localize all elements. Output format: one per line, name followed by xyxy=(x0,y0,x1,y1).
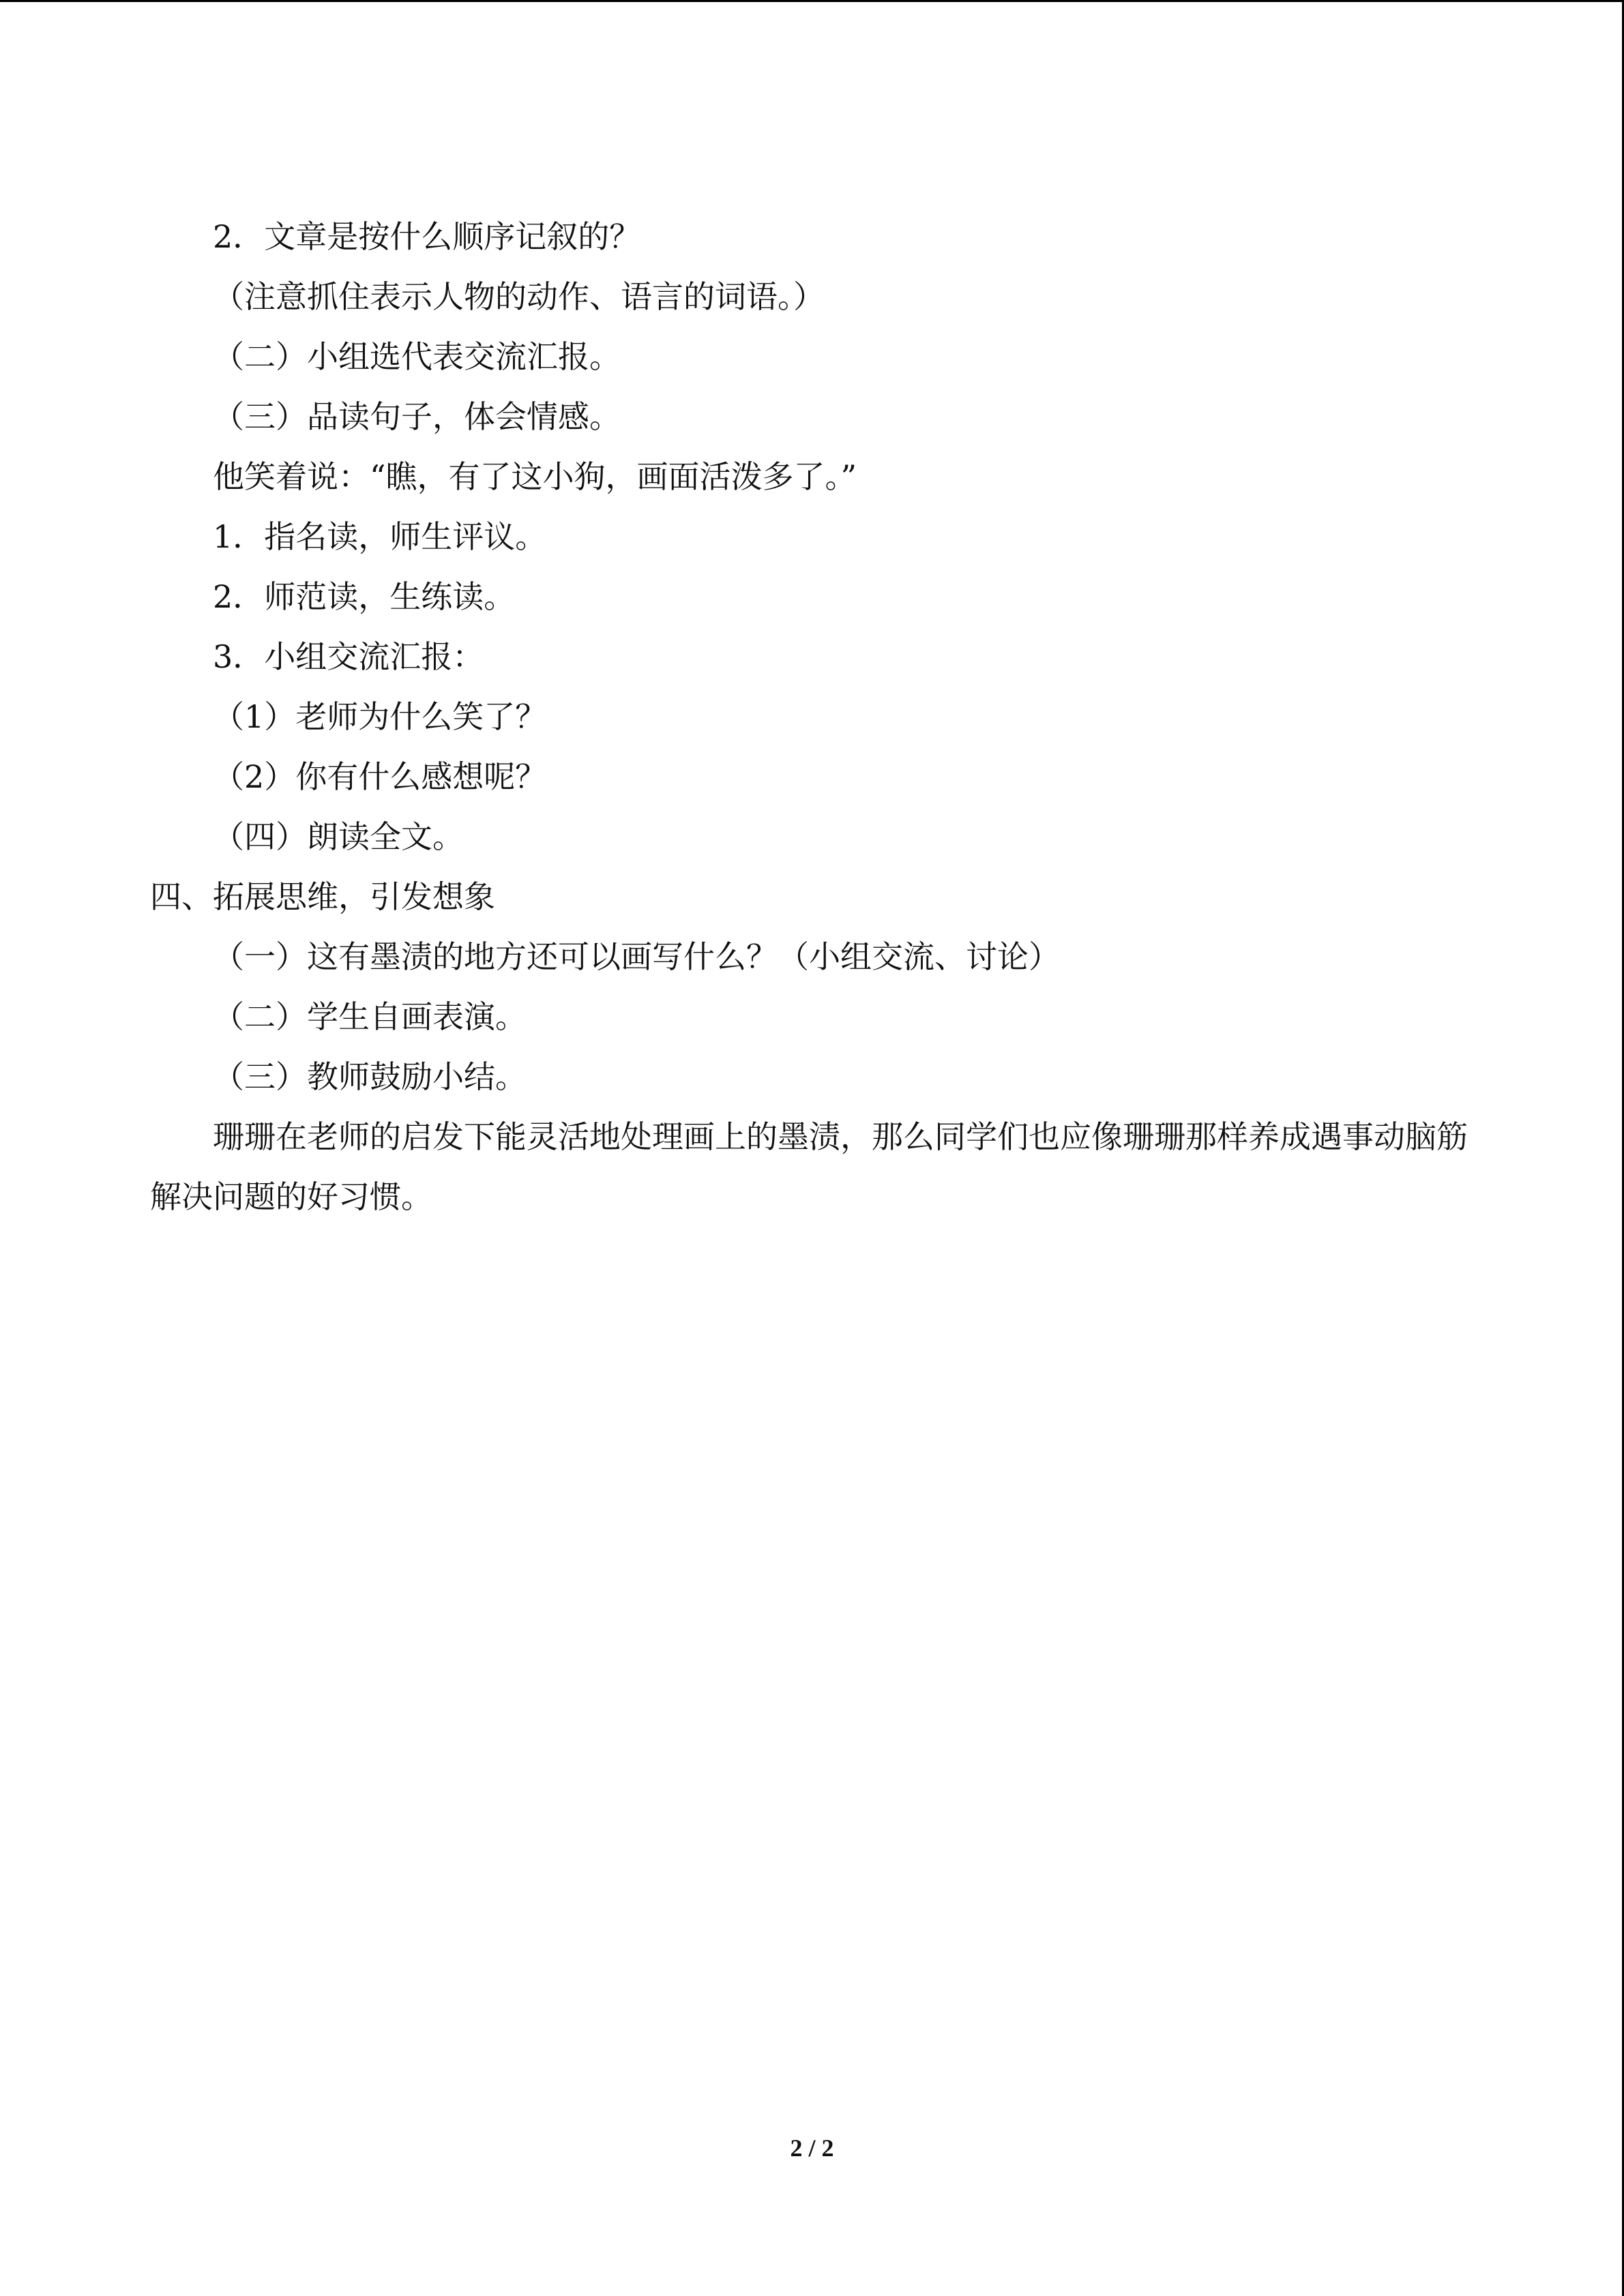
quote-line: 他笑着说：“瞧，有了这小狗，画面活泼多了。” xyxy=(213,458,857,495)
list-item: 2．文章是按什么顺序记叙的？ xyxy=(213,218,641,255)
page-number: 2 / 2 xyxy=(790,2134,834,2162)
list-item: （1）老师为什么笑了？ xyxy=(213,698,547,735)
list-item: （2）你有什么感想呢？ xyxy=(213,758,547,795)
list-item: （二）学生自画表演。 xyxy=(213,998,527,1035)
list-item: （四）朗读全文。 xyxy=(213,818,464,855)
list-item: （三）教师鼓励小结。 xyxy=(213,1058,527,1095)
closing-paragraph: 珊珊在老师的启发下能灵活地处理画上的墨渍，那么同学们也应像珊珊那样养成遇事动脑筋解决问题的好习惯。 xyxy=(150,1118,1468,1215)
list-item: 2．师范读，生练读。 xyxy=(213,578,516,615)
list-item: （二）小组选代表交流汇报。 xyxy=(213,338,621,375)
list-item: 3．小组交流汇报： xyxy=(213,638,484,675)
note-line: （注意抓住表示人物的动作、语言的词语。） xyxy=(213,278,825,315)
document-body xyxy=(150,207,1470,1227)
section-heading: 四、拓展思维，引发想象 xyxy=(150,878,495,915)
list-item: （一）这有墨渍的地方还可以画写什么？（小组交流、讨论） xyxy=(213,938,1060,975)
list-item: （三）品读句子，体会情感。 xyxy=(213,398,621,435)
list-item: 1．指名读，师生评议。 xyxy=(213,518,547,555)
